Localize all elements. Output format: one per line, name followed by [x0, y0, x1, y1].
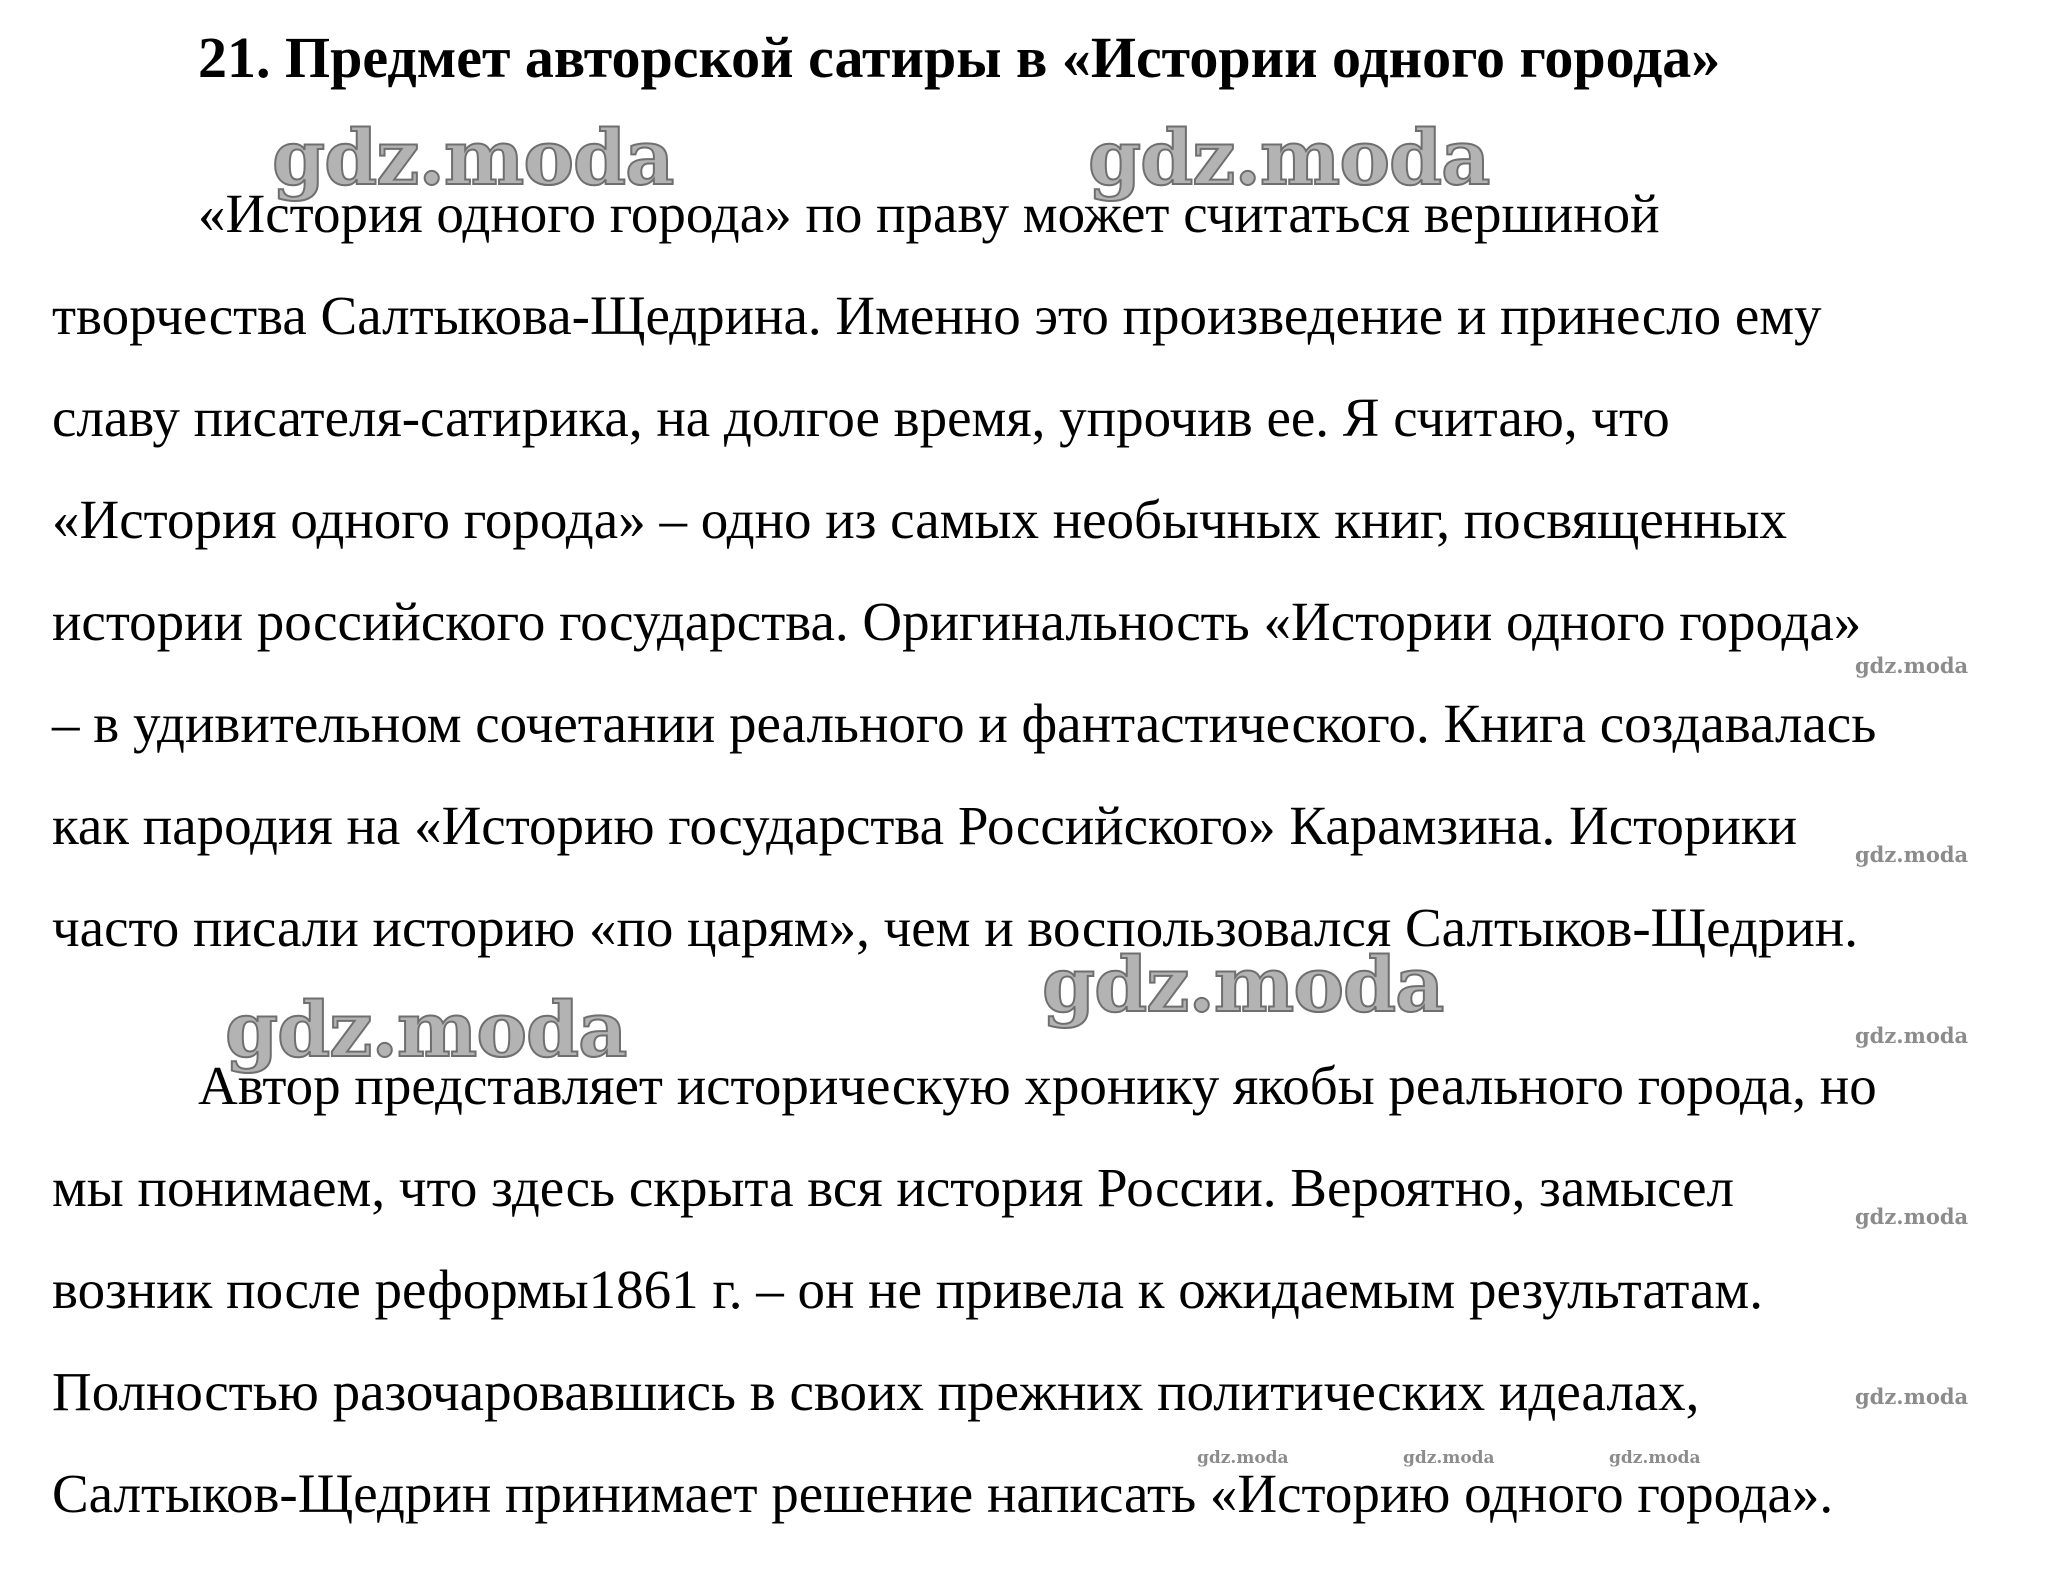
watermark-logo: gdz.moda	[1855, 1204, 1969, 1229]
document-title: 21. Предмет авторской сатиры в «Истории одного города»	[198, 25, 1721, 90]
watermark-logo: gdz.moda	[1403, 1448, 1495, 1468]
watermark-logo: gdz.moda	[1855, 842, 1969, 867]
paragraph-line: творчества Салтыкова-Щедрина. Именно это произведение и принесло ему	[52, 285, 1822, 346]
watermark-logo: gdz.moda	[1609, 1448, 1701, 1468]
paragraph-line: «История одного города» – одно из самых необычных книг, посвященных	[52, 489, 1788, 550]
watermark-logo: gdz.moda	[1855, 653, 1969, 678]
paragraph-line: часто писали историю «по царям», чем и воспользовался Салтыков-Щедрин.	[52, 897, 1858, 958]
watermark-logo: gdz.moda	[1088, 113, 1490, 202]
paragraph-line: истории российского государства. Оригинальность «Истории одного города»	[52, 591, 1862, 652]
watermark-logo: gdz.moda	[1855, 1384, 1969, 1409]
paragraph-line: возник после реформы1861 г. – он не привела к ожидаемым результатам.	[52, 1259, 1763, 1320]
watermark-logo: gdz.moda	[1042, 940, 1444, 1029]
paragraph-line: славу писателя-сатирика, на долгое время, упрочив ее. Я считаю, что	[52, 387, 1670, 448]
watermark-logo: gdz.moda	[272, 113, 674, 202]
watermark-logo: gdz.moda	[225, 985, 627, 1074]
watermark-logo: gdz.moda	[1855, 1023, 1969, 1048]
paragraph-line: Полностью разочаровавшись в своих прежних политических идеалах,	[52, 1361, 1700, 1422]
paragraph-line: – в удивительном сочетании реального и фантастического. Книга создавалась	[52, 693, 1877, 754]
paragraph-line: Салтыков-Щедрин принимает решение написать «Историю одного города».	[52, 1463, 1834, 1524]
paragraph-line: мы понимаем, что здесь скрыта вся история России. Вероятно, замысел	[52, 1157, 1734, 1218]
paragraph-line: Автор представляет историческую хронику якобы реального города, но	[198, 1055, 1877, 1116]
watermark-logo: gdz.moda	[1197, 1448, 1289, 1468]
paragraph-line: как пародия на «Историю государства Российского» Карамзина. Историки	[52, 795, 1798, 856]
paragraph-line: «История одного города» по праву может считаться вершиной	[198, 183, 1660, 244]
